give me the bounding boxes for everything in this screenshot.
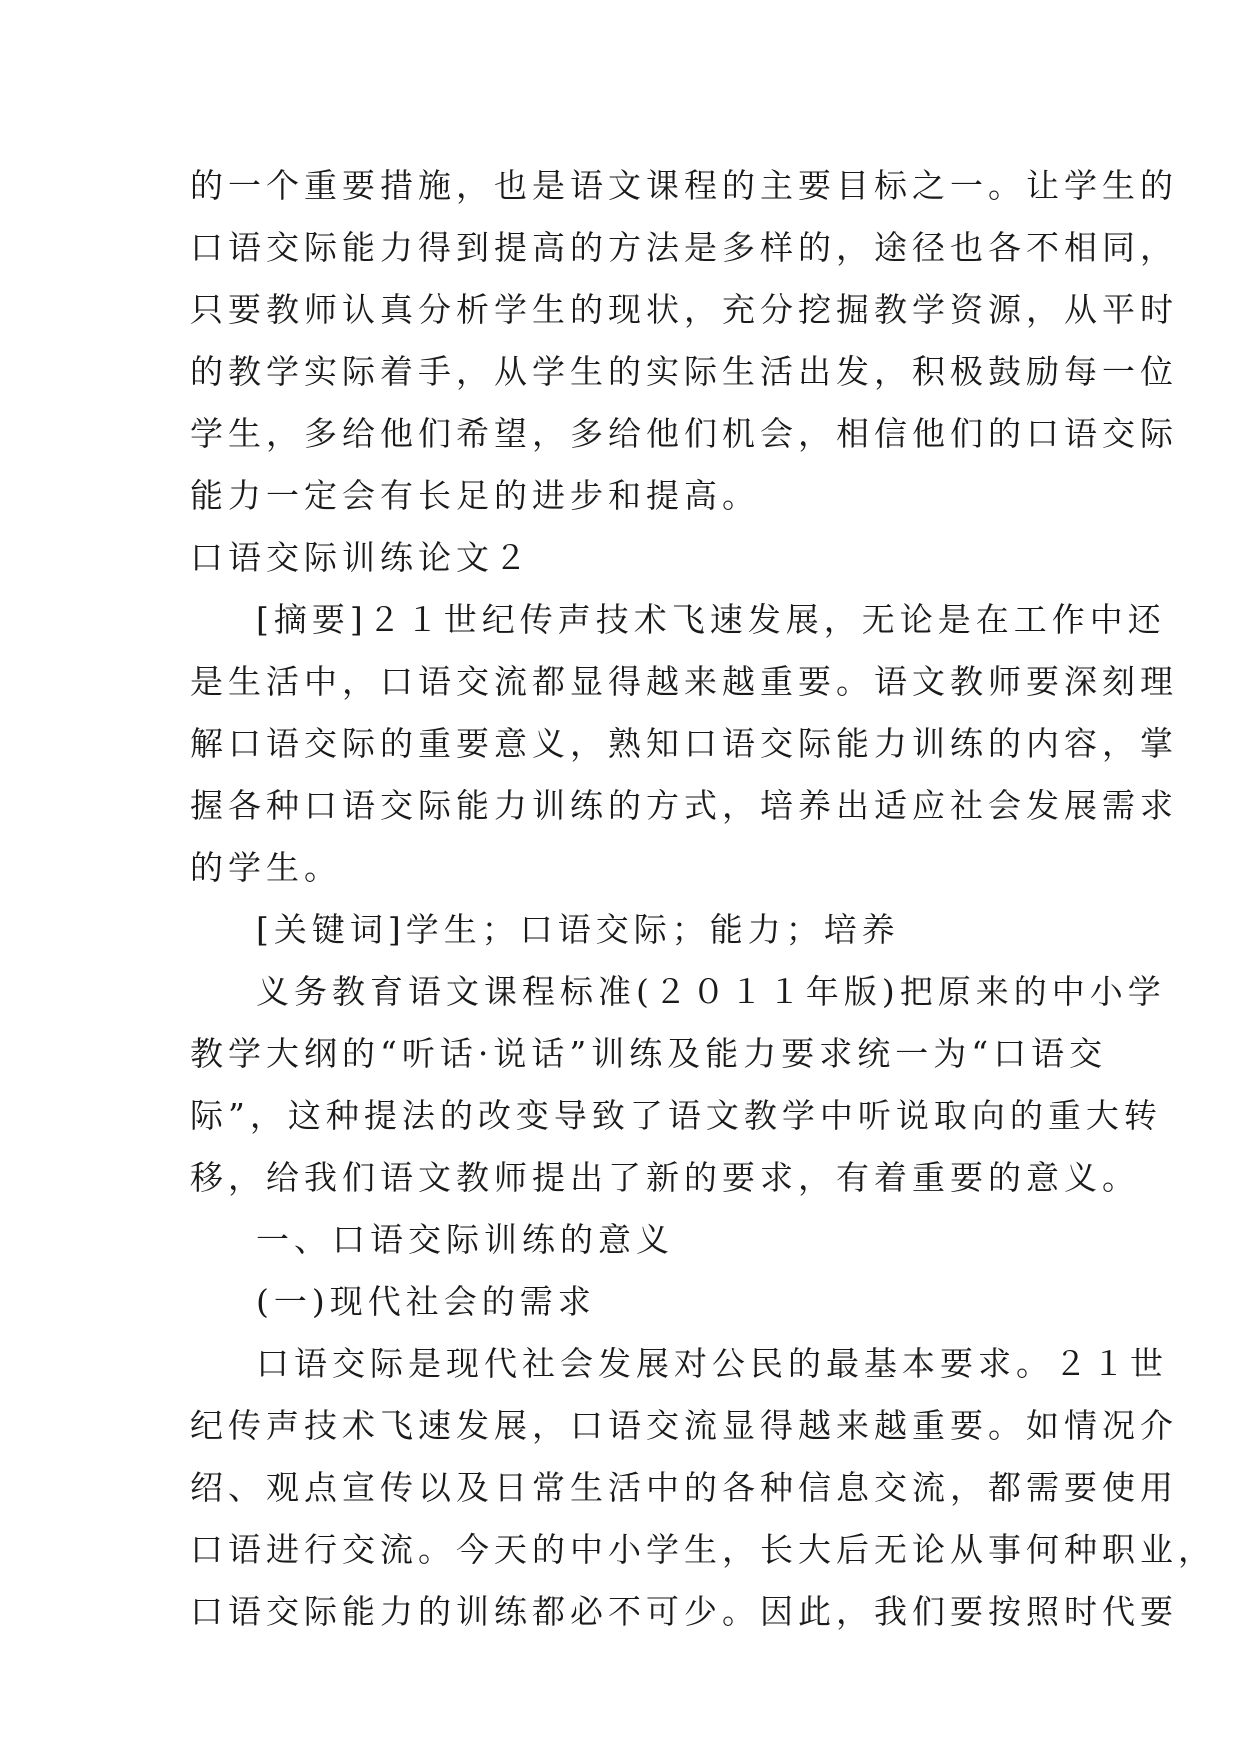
text-line: 的教学实际着手，从学生的实际生活出发，积极鼓励每一位 <box>190 352 1178 391</box>
text-line: 学生，多给他们希望，多给他们机会，相信他们的口语交际 <box>190 414 1178 453</box>
text-line: [摘要]２１世纪传声技术飞速发展，无论是在工作中还 <box>256 600 1166 639</box>
text-line: 解口语交际的重要意义，熟知口语交际能力训练的内容，掌 <box>190 724 1178 763</box>
text-line: 只要教师认真分析学生的现状，充分挖掘教学资源，从平时 <box>190 290 1178 329</box>
text-line: 的一个重要措施，也是语文课程的主要目标之一。让学生的 <box>190 166 1178 205</box>
text-line: 口语交际训练论文２ <box>190 538 532 577</box>
text-line: 移，给我们语文教师提出了新的要求，有着重要的意义。 <box>190 1158 1140 1197</box>
text-line: 教学大纲的“听话·说话”训练及能力要求统一为“口语交 <box>190 1034 1108 1073</box>
document-body <box>190 155 1216 1643</box>
text-line: (一)现代社会的需求 <box>256 1282 596 1321</box>
text-line: 握各种口语交际能力训练的方式，培养出适应社会发展需求 <box>190 786 1178 825</box>
text-line: 口语交际是现代社会发展对公民的最基本要求。２１世 <box>256 1344 1168 1383</box>
text-line: 的学生。 <box>190 848 342 887</box>
text-line: 口语交际能力得到提高的方法是多样的，途径也各不相同， <box>190 228 1178 267</box>
text-line: 绍、观点宣传以及日常生活中的各种信息交流，都需要使用 <box>190 1468 1178 1507</box>
text-line: 口语交际能力的训练都必不可少。因此，我们要按照时代要 <box>190 1592 1178 1631</box>
text-line: 义务教育语文课程标准(２０１１年版)把原来的中小学 <box>256 972 1166 1011</box>
text-line: 一、口语交际训练的意义 <box>256 1220 674 1259</box>
text-line: [关键词]学生；口语交际；能力；培养 <box>256 910 900 949</box>
text-line: 纪传声技术飞速发展，口语交流显得越来越重要。如情况介 <box>190 1406 1178 1445</box>
text-line: 际”，这种提法的改变导致了语文教学中听说取向的重大转 <box>190 1096 1162 1135</box>
text-line: 能力一定会有长足的进步和提高。 <box>190 476 760 515</box>
text-line: 是生活中，口语交流都显得越来越重要。语文教师要深刻理 <box>190 662 1178 701</box>
text-line: 口语进行交流。今天的中小学生，长大后无论从事何种职业， <box>190 1530 1216 1569</box>
